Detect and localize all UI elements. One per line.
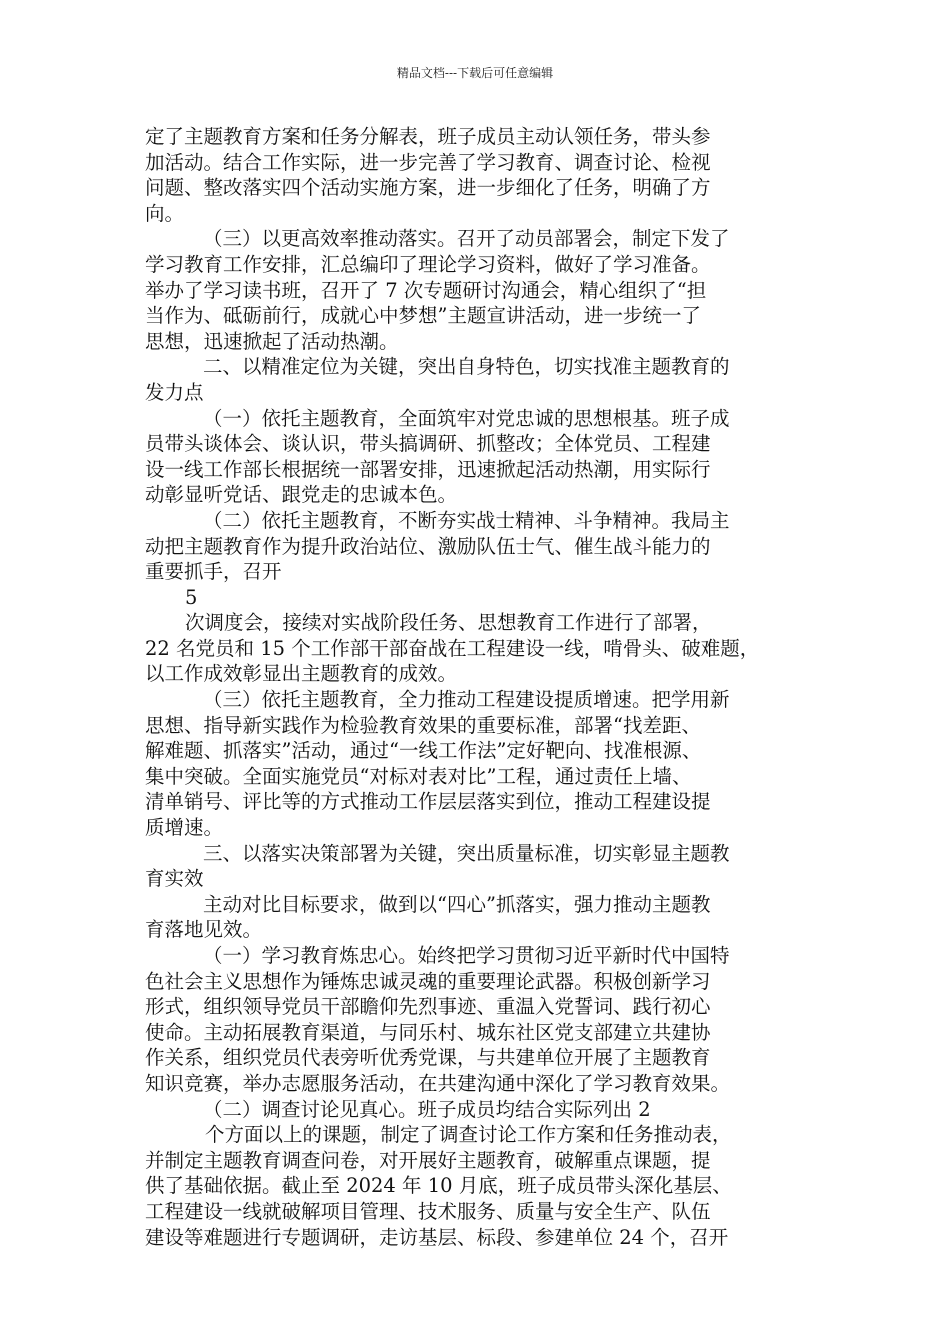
text-line: 使命。主动拓展教育渠道，与同乐村、城东社区党支部建立共建协	[145, 1020, 711, 1044]
paragraph-start: （二）依托主题教育，不断夯实战士精神、斗争精神。我局主	[203, 508, 730, 532]
text-line: 作关系，组织党员代表旁听优秀党课，与共建单位开展了主题教育	[145, 1046, 711, 1070]
text-line: 向。	[145, 201, 185, 225]
section-heading: 二、以精准定位为关键，突出自身特色，切实找准主题教育的	[203, 355, 730, 379]
text-line: 问题、整改落实四个活动实施方案，进一步细化了任务，明确了方	[145, 176, 711, 200]
text-line: 员带头谈体会、谈认识，带头搞调研、抓整改；全体党员、工程建	[145, 432, 711, 456]
text-line: 供了基础依据。截止至 2024 年 10 月底，班子成员带头深化基层、	[145, 1174, 732, 1198]
text-line: 举办了学习读书班，召开了 7 次专题研讨沟通会，精心组织了“担	[145, 278, 707, 302]
page-header: 精品文档---下载后可任意编辑	[396, 66, 554, 80]
text-line: 动彰显听党话、跟党走的忠诚本色。	[145, 483, 458, 507]
text-line: 次调度会，接续对实战阶段任务、思想教育工作进行了部署，	[185, 611, 712, 635]
paragraph-start: （一）依托主题教育，全面筑牢对党忠诚的思想根基。班子成	[203, 406, 730, 430]
paragraph-start: 主动对比目标要求，做到以“四心”抓落实，强力推动主题教	[203, 892, 711, 916]
text-line: 质增速。	[145, 816, 224, 840]
text-line: 加活动。结合工作实际，进一步完善了学习教育、调查讨论、检视	[145, 150, 711, 174]
paragraph-start: （三）以更高效率推动落实。召开了动员部署会，制定下发了	[203, 227, 730, 251]
text-line: 重要抓手，召开	[145, 560, 282, 584]
text-line: 思想、指导新实践作为检验教育效果的重要标准，部署“找差距、	[145, 713, 701, 737]
text-line: 动把主题教育作为提升政治站位、激励队伍士气、催生战斗能力的	[145, 534, 711, 558]
section-heading-cont: 发力点	[145, 380, 204, 404]
text-line: 建设等难题进行专题调研，走访基层、标段、参建单位 24 个，召开	[145, 1225, 729, 1249]
section-heading: 三、以落实决策部署为关键，突出质量标准，切实彰显主题教	[203, 841, 730, 865]
text-line: 解难题、抓落实”活动，通过“一线工作法”定好靶向、找准根源、	[145, 739, 702, 763]
paragraph-start: （一）学习教育炼忠心。始终把学习贯彻习近平新时代中国特	[203, 944, 730, 967]
text-line: 当作为、砥砺前行，成就心中梦想”主题宣讲活动，进一步统一了	[145, 304, 701, 328]
document-body	[145, 124, 810, 1250]
text-line: 5	[185, 585, 198, 609]
text-line: 设一线工作部长根据统一部署安排，迅速掀起活动热潮，用实际行	[145, 457, 711, 481]
text-line: 知识竞赛，举办志愿服务活动，在共建沟通中深化了学习教育效果。	[145, 1071, 731, 1095]
text-line: 个方面以上的课题，制定了调查讨论工作方案和任务推动表，	[205, 1123, 732, 1147]
text-line: 学习教育工作安排，汇总编印了理论学习资料，做好了学习准备。	[145, 252, 711, 276]
text-line: 清单销号、评比等的方式推动工作层层落实到位，推动工程建设提	[145, 790, 711, 814]
text-line: 定了主题教育方案和任务分解表，班子成员主动认领任务，带头参	[145, 125, 711, 148]
text-line: 育落地见效。	[145, 918, 263, 942]
text-line: 22 名党员和 15 个工作部干部奋战在工程建设一线，啃骨头、破难题，	[145, 636, 760, 660]
paragraph-start: （二）调查讨论见真心。班子成员均结合实际列出 2	[203, 1097, 651, 1121]
section-heading-cont: 育实效	[145, 867, 204, 891]
text-line: 形式，组织领导党员干部瞻仰先烈事迹、重温入党誓词、践行初心	[145, 995, 711, 1019]
text-line: 思想，迅速掀起了活动热潮。	[145, 329, 399, 353]
text-line: 色社会主义思想作为锤炼忠诚灵魂的重要理论武器。积极创新学习	[145, 969, 711, 993]
text-line: 以工作成效彰显出主题教育的成效。	[145, 662, 458, 686]
paragraph-start: （三）依托主题教育，全力推动工程建设提质增速。把学用新	[203, 688, 730, 712]
text-line: 工程建设一线就破解项目管理、技术服务、质量与安全生产、队伍	[145, 1199, 711, 1223]
text-line: 集中突破。全面实施党员“对标对表对比”工程，通过责任上墙、	[145, 764, 692, 788]
text-line: 并制定主题教育调查问卷，对开展好主题教育，破解重点课题，提	[145, 1148, 711, 1172]
